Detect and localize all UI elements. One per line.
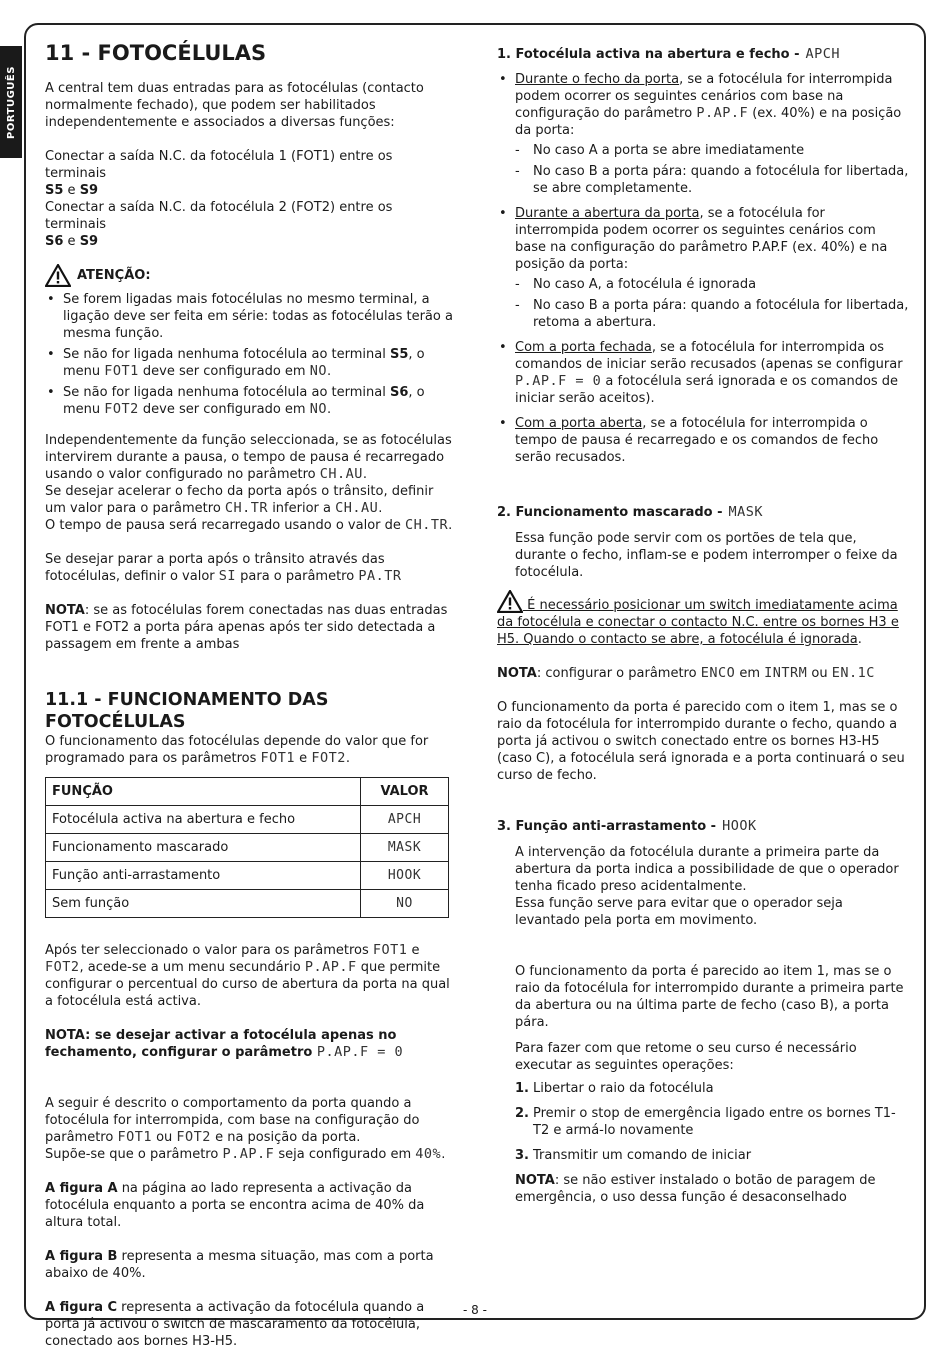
table-cell: APCH <box>361 806 449 834</box>
section-3-nota: NOTA: se não estiver instalado o botão de paragem de emergência, o uso dessa função é desaconselhado <box>515 1173 876 1205</box>
table-row <box>46 806 449 834</box>
subsection-intro: O funcionamento das fotocélulas depende do valor que for programado para os parâmetros FOT1 e FOT2. <box>45 734 429 766</box>
list-item: • Com a porta aberta, se a fotocélula for interrompida o tempo de pausa é recarregado e os comandos de fecho serão recusados. <box>497 415 909 466</box>
page-number: - 8 - <box>463 1303 487 1317</box>
function-table <box>45 777 449 918</box>
list-item: - No caso A a porta se abre imediatamente <box>515 142 909 159</box>
fot2-wiring: Conectar a saída N.C. da fotocélula 2 (FOT2) entre os terminais S6 e S9 <box>45 200 393 249</box>
table-header-row <box>46 778 449 806</box>
nota-paragraph: NOTA: se as fotocélulas forem conectadas nas duas entradas FOT1 e FOT2 a porta pára apenas após ter sido detectada a passagem em frente a ambas <box>45 603 448 652</box>
section-3-p4: Para fazer com que retome o seu curso é necessário executar as seguintes operações: <box>515 1041 857 1073</box>
table-cell: Função anti-arrastamento <box>46 862 361 890</box>
table-cell: Funcionamento mascarado <box>46 834 361 862</box>
subsection-title: 11.1 - FUNCIONAMENTO DAS FOTOCÉLULAS <box>45 690 329 732</box>
section-title: 11 - FOTOCÉLULAS <box>45 41 267 65</box>
table-cell: Fotocélula activa na abertura e fecho <box>46 806 361 834</box>
warning-icon <box>45 264 71 287</box>
pause-paragraph: Independentemente da função seleccionada, se as fotocélulas intervirem durante a pausa, o tempo de pausa é recarregado usando o valor configurado no parâmetro CH.AU. Se desejar acelerar o fecho da porta após o trânsito, definir um valor para o parâmetro CH.TR inferior a CH.AU. O tempo de pausa será recarregado usando o valor de CH.TR. <box>45 433 453 533</box>
list-item: • Durante a abertura da porta, se a fotocélula for interrompida podem ocorrer os seguintes cenários com base na configuração do parâmetro P.AP.F (ex. 40%) e na posição da porta: - No caso A, a fotocélula é ignorada - No caso B a porta pára: quando a fotocélula for libertada, retoma a abertura. <box>497 205 909 331</box>
table-cell: MASK <box>361 834 449 862</box>
table-cell: Sem função <box>46 890 361 918</box>
section-3-p2: Essa função serve para evitar que o operador seja levantado pela porta em movimento. <box>515 896 843 928</box>
behaviour-paragraph: A seguir é descrito o comportamento da porta quando a fotocélula for interrompida, com base na configuração do parâmetro FOT1 ou FOT2 e na posição da porta. Supõe-se que o parâmetro P.AP.F seja configurado em 40%. <box>45 1096 446 1162</box>
fot1-wiring: Conectar a saída N.C. da fotocélula 1 (FOT1) entre os terminais S5 e S9 <box>45 149 393 198</box>
stop-paragraph: Se desejar parar a porta após o trânsito através das fotocélulas, definir o valor SI para o parâmetro PA.TR <box>45 552 402 584</box>
table-cell: NO <box>361 890 449 918</box>
figure-b-paragraph: A figura B representa a mesma situação, mas com a porta abaixo de 40%. <box>45 1249 434 1281</box>
table-header: VALOR <box>361 778 449 806</box>
list-item: • Com a porta fechada, se a fotocélula for interrompida os comandos de iniciar serão recusados (apenas se configurar P.AP.F = 0 a fotocélula será ignorada e os comandos de iniciar serão aceitos). <box>497 339 909 407</box>
intro-text: A central tem duas entradas para as fotocélulas (contacto normalmente fechado), que podem ser habilitados independentemente e associados a diversas funções: <box>45 81 424 130</box>
left-column <box>45 36 457 1350</box>
steps-list <box>497 1080 909 1164</box>
after-table-paragraph: Após ter seleccionado o valor para os parâmetros FOT1 e FOT2, acede-se a um menu secundário P.AP.F que permite configurar o percentual do curso de abertura da porta na qual a fotocélula está activa. <box>45 942 450 1009</box>
warning-heading <box>45 264 457 287</box>
language-tab-label: PORTUGUÊS <box>5 65 17 139</box>
section-3-heading: 3. Função anti-arrastamento - HOOK <box>497 818 757 834</box>
table-row <box>46 890 449 918</box>
table-row <box>46 834 449 862</box>
figure-a-paragraph: A figura A na página ao lado representa a activação da fotocélula enquanto a porta se encontra acima de 40% da altura total. <box>45 1181 425 1230</box>
section-2-text: Essa função pode servir com os portões de tela que, durante o fecho, inflam-se e podem interromper o feixe da fotocélula. <box>515 531 898 580</box>
table-row <box>46 862 449 890</box>
warning-list <box>45 291 457 418</box>
section-2-nota: NOTA: configurar o parâmetro ENCO em INTRM ou EN.1C <box>497 665 875 681</box>
list-item: - No caso A, a fotocélula é ignorada <box>515 276 909 293</box>
list-item: • Se forem ligadas mais fotocélulas no mesmo terminal, a ligação deve ser feita em série: todas as fotocélulas terão a mesma função. <box>45 291 457 342</box>
section-2-paragraph: O funcionamento da porta é parecido com o item 1, mas se o raio da fotocélula for interrompido durante o fecho, quando a porta já activou o switch conectado entre os bornes H3-H5 (caso C), a fotocélula será ignorada e a porta continuará o seu curso de fecho. <box>497 700 905 783</box>
section-2-heading: 2. Funcionamento mascarado - MASK <box>497 504 764 520</box>
list-item: • Se não for ligada nenhuma fotocélula ao terminal S6, o menu FOT2 deve ser configurado em NO. <box>45 384 457 418</box>
list-item: 2. Premir o stop de emergência ligado entre os bornes T1-T2 e armá-lo novamente <box>515 1106 896 1138</box>
list-item: • Se não for ligada nenhuma fotocélula ao terminal S5, o menu FOT1 deve ser configurado em NO. <box>45 346 457 380</box>
list-item: • Durante o fecho da porta, se a fotocélula for interrompida podem ocorrer os seguintes cenários com base na configuração do parâmetro P.AP.F (ex. 40%) e na posição da porta: - No caso A a porta se abre imediatamente - No caso B a porta pára: quando a fotocélula for libertada, se abre completamente. <box>497 71 909 197</box>
table-cell: HOOK <box>361 862 449 890</box>
list-item: - No caso B a porta pára: quando a fotocélula for libertada, se abre completamente. <box>515 163 909 197</box>
list-item: - No caso B a porta pára: quando a fotocélula for libertada, retoma a abertura. <box>515 297 909 331</box>
figure-c-paragraph: A figura C representa a activação da fotocélula quando a porta já activou o switch de mascaramento da fotocélula, conectado aos bornes H3-H5. <box>45 1300 425 1349</box>
section-1-list <box>497 71 909 466</box>
list-item: 3. Transmitir um comando de iniciar <box>515 1148 752 1163</box>
language-tab <box>0 46 22 158</box>
section-2-warning: É necessário posicionar um switch imediatamente acima da fotocélula e conectar o contacto N.C. entre os bornes H3 e H5. Quando o contacto se abre, a fotocélula é ignorada. <box>497 590 909 648</box>
list-item: 1. Libertar o raio da fotocélula <box>515 1081 714 1096</box>
right-column <box>497 46 909 1206</box>
nota2-paragraph: NOTA: se desejar activar a fotocélula apenas no fechamento, configurar o parâmetro P.AP.F = 0 <box>45 1028 404 1060</box>
warning-title: ATENÇÃO: <box>77 268 151 283</box>
section-3-p3: O funcionamento da porta é parecido ao item 1, mas se o raio da fotocélula for interrompido durante a primeira parte da abertura ou na última parte de fecho (caso B), a porta pára. <box>515 964 904 1030</box>
section-1-heading: 1. Fotocélula activa na abertura e fecho - APCH <box>497 46 841 62</box>
section-3-p1: A intervenção da fotocélula durante a primeira parte da abertura da porta indica a possibilidade de que o operador tenha ficado preso acidentalmente. <box>515 845 899 894</box>
warning-icon <box>497 590 523 613</box>
table-header: FUNÇÃO <box>46 778 361 806</box>
